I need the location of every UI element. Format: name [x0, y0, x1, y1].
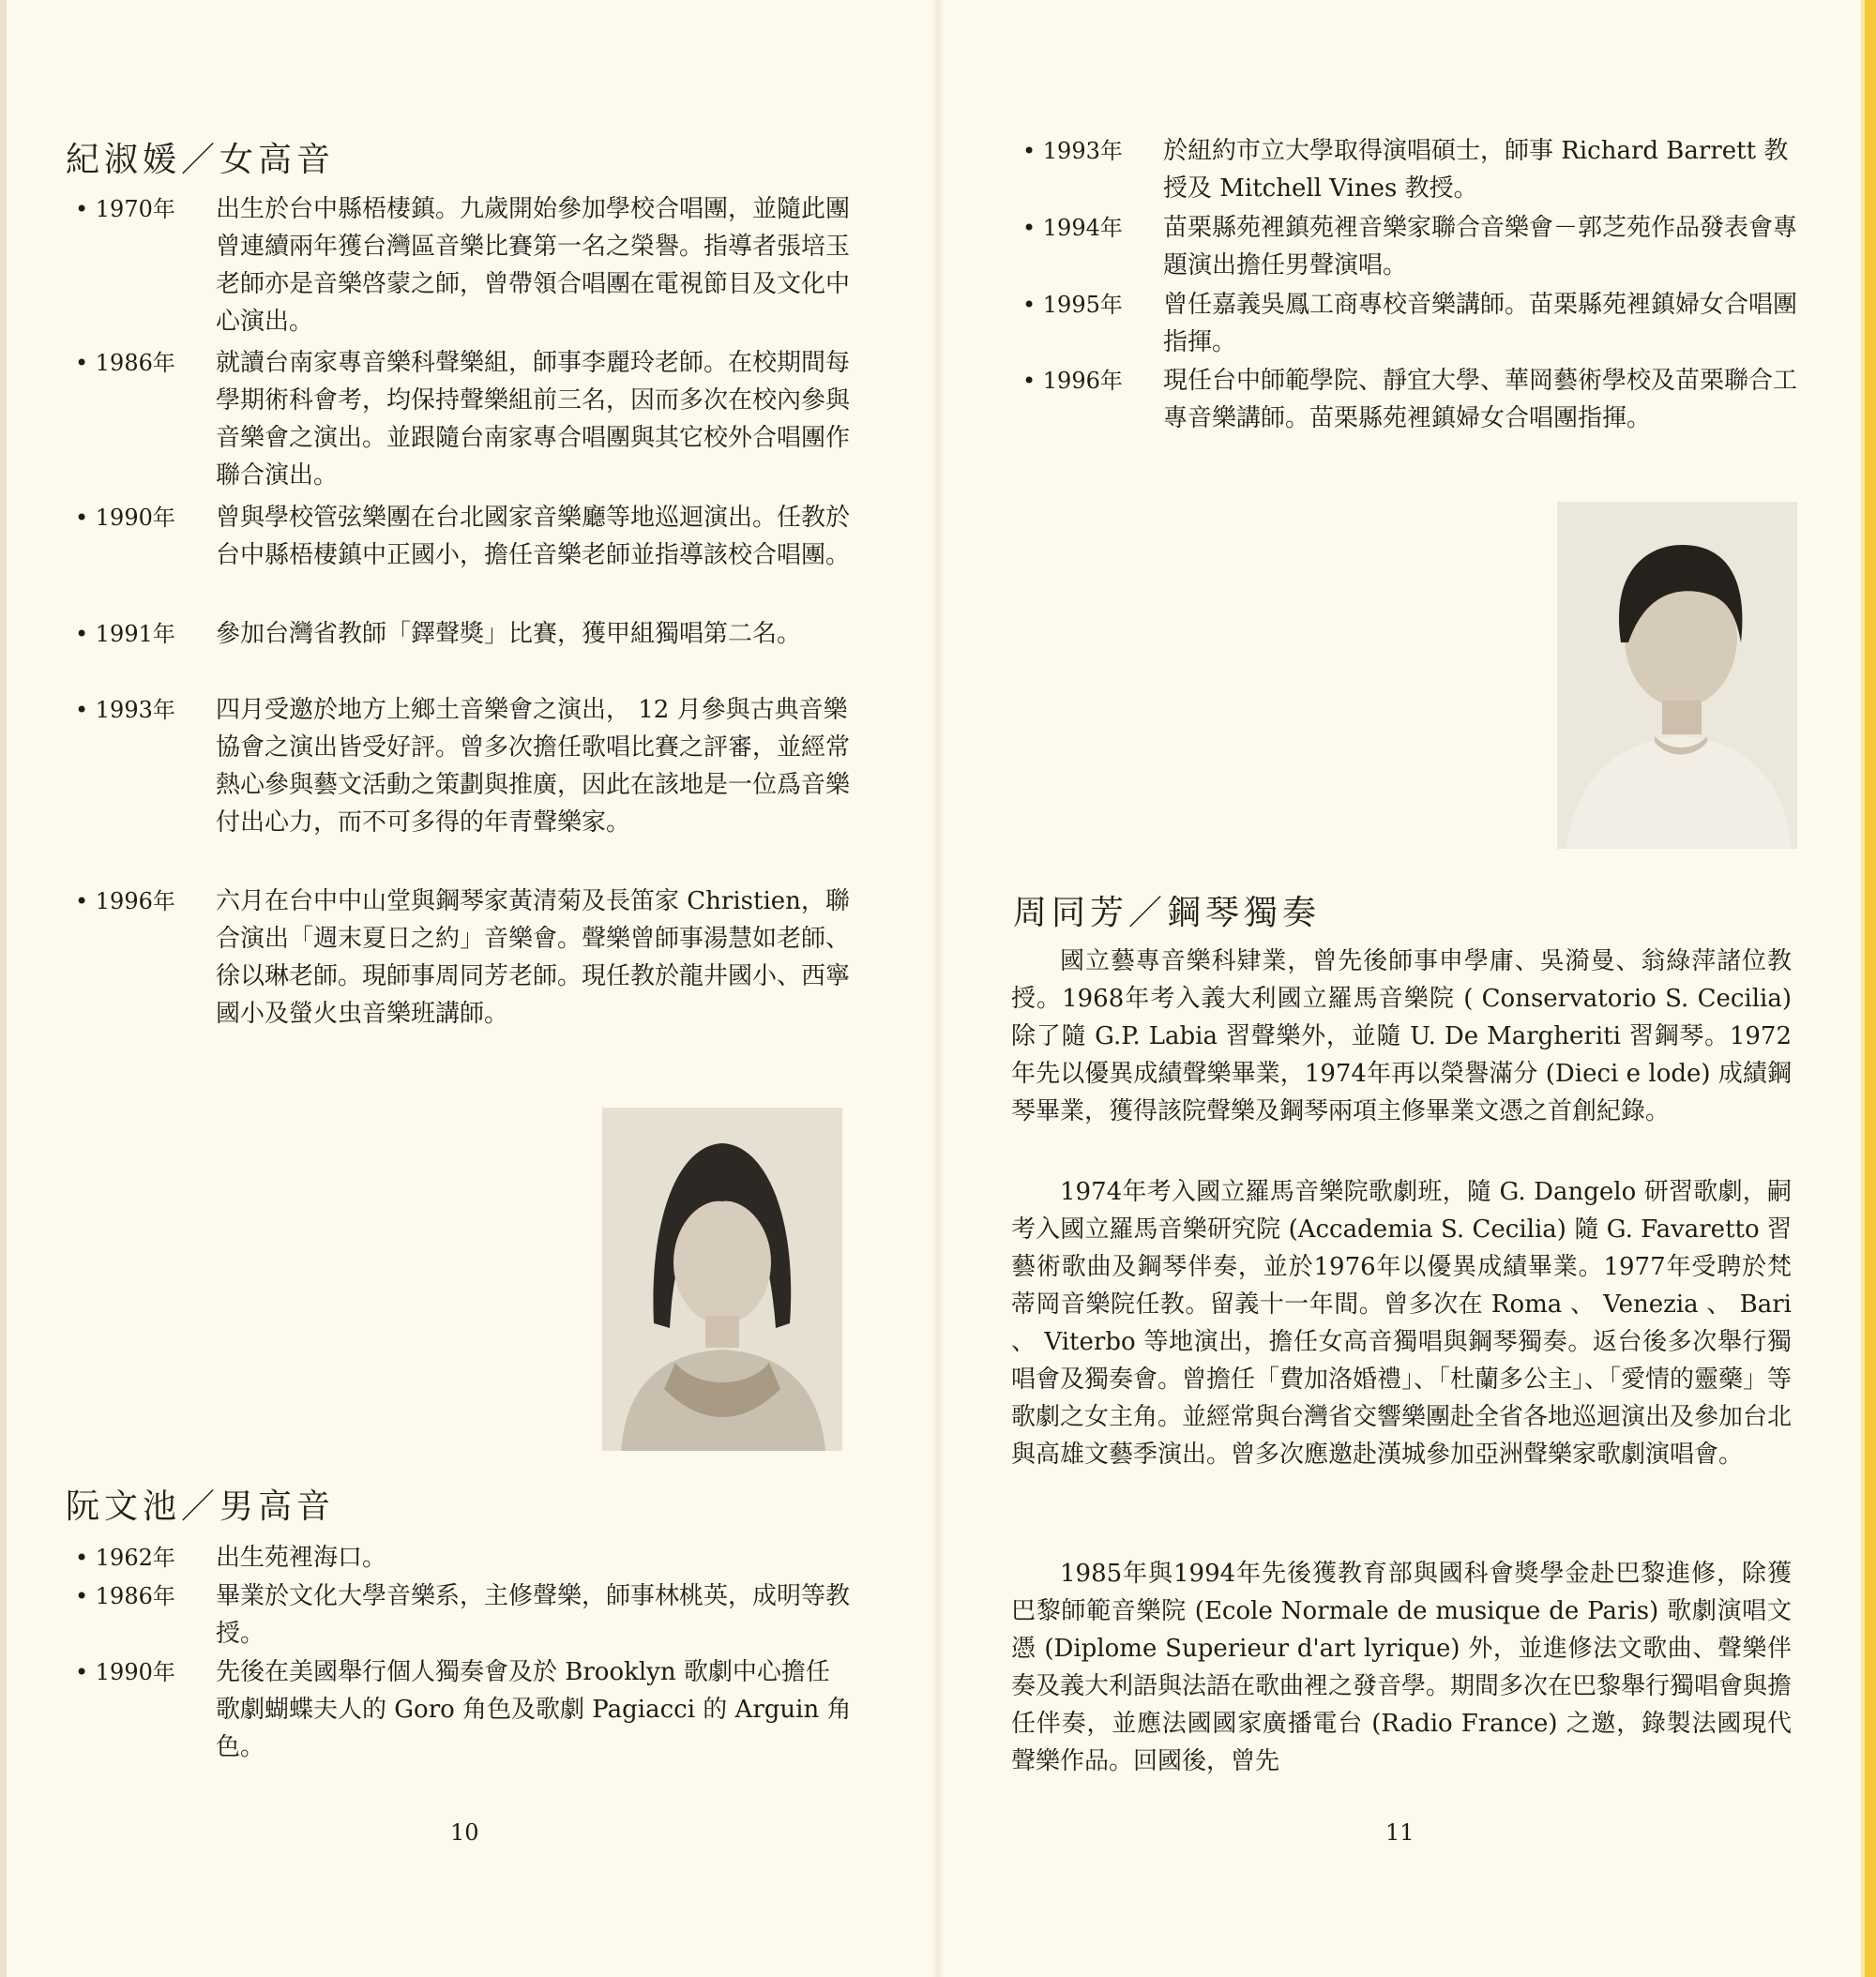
entry-year: • 1990年 [75, 505, 175, 531]
bio-paragraph: 1974年考入國立羅馬音樂院歌劇班，隨 G. Dangelo 研習歌劇，嗣考入國立羅馬音樂研究院 (Accademia S. Cecilia) 隨 G. Favaretto 習藝術歌曲及鋼琴伴奏，並於1976年以優異成績畢業。1977年受聘於梵蒂岡音樂院任教。留義十一年間。曾多次在 Roma 、 Venezia 、 Bari 、 Viterbo 等地演出，擔任女高音獨唱與鋼琴獨奏。返台後多次舉行獨唱會及獨奏會。曾擔任「費加洛婚禮」、「杜蘭多公主」、「愛情的靈藥」等歌劇之女主角。並經常與台灣省交響樂團赴全省各地巡迴演出及參加台北與高雄文藝季演出。曾多次應邀赴漢城參加亞洲聲樂家歌劇演唱會。 [1011, 1178, 1793, 1469]
entry-year: • 1962年 [75, 1545, 175, 1571]
bio-entry [75, 883, 854, 1033]
page-edge-right [1865, 0, 1876, 1977]
entry-text: 於紐約市立大學取得演唱碩士，師事 Richard Barrett 教授及 Mitchell Vines 教授。 [1163, 137, 1789, 203]
bio-entry [1022, 209, 1801, 284]
entry-text: 參加台灣省教師「鐸聲獎」比賽，獲甲組獨唱第二名。 [216, 620, 802, 648]
entry-text: 六月在台中中山堂與鋼琴家黃清菊及長笛家 Christien，聯合演出「週末夏日之約」音樂會。聲樂曾師事湯慧如老師、徐以琳老師。現師事周同芳老師。現任教於龍井國小、西寧國小及螢火虫音樂班講師。 [216, 887, 851, 1028]
portrait-photo-soprano [602, 1108, 842, 1451]
entry-year: • 1991年 [75, 621, 175, 647]
bio-paragraph: 1985年與1994年先後獲教育部與國科會獎學金赴巴黎進修，除獲巴黎師範音樂院 (Ecole Normale de musique de Paris) 歌劇演唱文憑 (Diplome Superieur d'art lyrique) 外，並進修法文歌曲、聲樂伴奏及義大利語與法語在歌曲裡之發音學。期間多次在巴黎舉行獨唱會與擔任伴奏，並應法國國家廣播電台 (Radio France) 之邀，錄製法國現代聲樂作品。回國後，曾先 [1011, 1560, 1793, 1775]
entry-text: 先後在美國舉行個人獨奏會及於 Brooklyn 歌劇中心擔任歌劇蝴蝶夫人的 Goro 角色及歌劇 Pagiacci 的 Arguin 角色。 [216, 1658, 852, 1761]
bio-entry [75, 499, 854, 574]
page-number: 10 [450, 1819, 479, 1846]
entry-text: 出生於台中縣梧棲鎮。九歲開始參加學校合唱團，並隨此團曾連續兩年獲台灣區音樂比賽第一名之榮譽。指導者張培玉老師亦是音樂啓蒙之師，曾帶領合唱團在電視節目及文化中心演出。 [216, 195, 851, 336]
entry-text: 畢業於文化大學音樂系，主修聲樂，師事林桃英，成明等教授。 [216, 1582, 851, 1648]
bio-entry [75, 344, 854, 494]
bio-entry [1022, 132, 1801, 207]
entry-year: • 1993年 [1022, 138, 1123, 164]
entry-text: 就讀台南家專音樂科聲樂組，師事李麗玲老師。在校期間每學期術科會考，均保持聲樂組前三名，因而多次在校內參與音樂會之演出。並跟隨台南家專合唱團與其它校外合唱團作聯合演出。 [216, 349, 851, 490]
page-edge-left [0, 0, 7, 1977]
entry-year: • 1995年 [1022, 292, 1123, 318]
entry-year: • 1996年 [75, 888, 175, 914]
bio-entry [75, 691, 854, 841]
bio-entry [1022, 362, 1801, 437]
entry-year: • 1986年 [75, 1583, 175, 1609]
center-fold [931, 0, 945, 1977]
bio-entry [75, 190, 854, 340]
bio-entry [1022, 286, 1801, 361]
entry-year: • 1994年 [1022, 215, 1123, 241]
entry-text: 苗栗縣苑裡鎮苑裡音樂家聯合音樂會－郭芝苑作品發表會專題演出擔任男聲演唱。 [1163, 214, 1798, 279]
entry-text: 現任台中師範學院、靜宜大學、華岡藝術學校及苗栗聯合工專音樂講師。苗栗縣苑裡鎮婦女合唱團指揮。 [1163, 367, 1798, 432]
entry-year: • 1986年 [75, 350, 175, 376]
bio-entry [75, 1653, 854, 1766]
page-number: 11 [1385, 1819, 1415, 1846]
bio-entry [75, 1539, 854, 1577]
entry-text: 出生苑裡海口。 [216, 1544, 387, 1572]
section-heading-tenor: 阮文池／男高音 [66, 1487, 336, 1526]
bio-entry [75, 615, 854, 653]
bio-paragraph: 國立藝專音樂科肄業，曾先後師事申學庸、吳漪曼、翁綠萍諸位教授。1968年考入義大利國立羅馬音樂院 ( Conservatorio S. Cecilia) 除了隨 G.P. Labia 習聲樂外，並隨 U. De Margheriti 習鋼琴。1972年先以優異成績聲樂畢業，1974年再以榮譽滿分 (Dieci e lode) 成績鋼琴畢業，獲得該院聲樂及鋼琴兩項主修畢業文憑之首創紀錄。 [1011, 947, 1792, 1125]
portrait-woman [602, 1108, 842, 1451]
entry-text: 曾任嘉義吳鳳工商專校音樂講師。苗栗縣苑裡鎮婦女合唱團指揮。 [1163, 291, 1798, 356]
entry-text: 四月受邀於地方上鄉土音樂會之演出， 12 月參與古典音樂協會之演出皆受好評。曾多次擔任歌唱比賽之評審，並經常熱心參與藝文活動之策劃與推廣，因此在該地是一位爲音樂付出心力，而不可多得的年青聲樂家。 [216, 696, 851, 837]
entry-year: • 1996年 [1022, 368, 1123, 394]
entry-year: • 1990年 [75, 1659, 175, 1685]
entry-text: 曾與學校管弦樂團在台北國家音樂廳等地巡迴演出。任教於台中縣梧棲鎮中正國小，擔任音樂老師並指導該校合唱團。 [216, 504, 851, 569]
section-heading-soprano: 紀淑媛／女高音 [66, 141, 336, 179]
portrait-photo-tenor [1557, 502, 1797, 849]
entry-year: • 1970年 [75, 196, 175, 222]
section-heading-piano: 周同芳／鋼琴獨奏 [1013, 894, 1322, 932]
portrait-man [1557, 502, 1797, 849]
entry-year: • 1993年 [75, 697, 175, 723]
bio-entry [75, 1577, 854, 1653]
